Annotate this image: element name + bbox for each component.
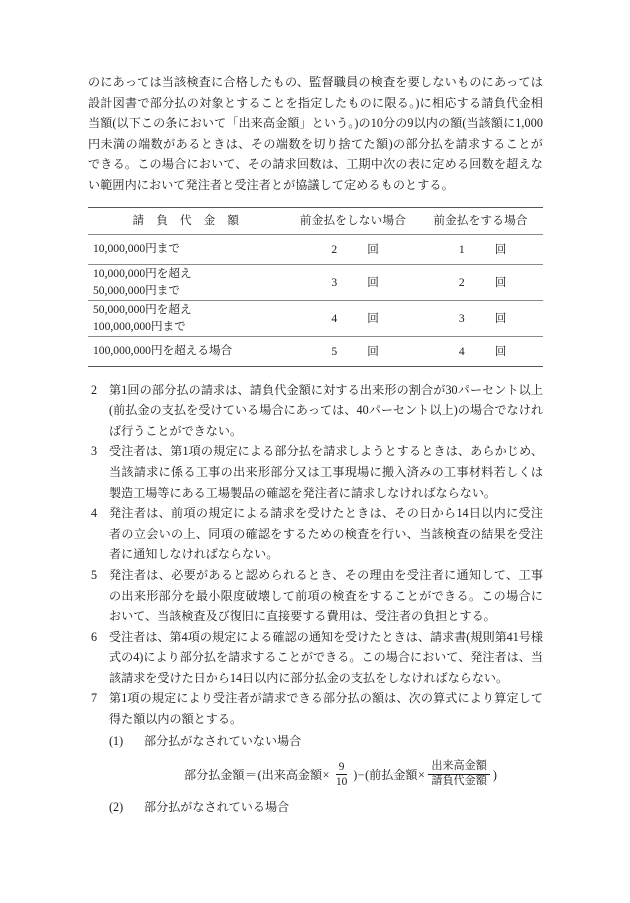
- clause-item: [88, 627, 543, 689]
- cell-count-with-prepayment: [418, 336, 543, 366]
- cell-amount-range: [88, 300, 288, 336]
- count-value: 2: [331, 243, 338, 257]
- table-header-row: [88, 207, 543, 234]
- clause-item: [88, 380, 543, 442]
- formula-times-2: ×: [418, 767, 425, 782]
- clause-number: 5: [91, 567, 98, 582]
- formula-open-paren-2: (: [365, 767, 370, 782]
- formula-close-paren-1: ): [353, 767, 358, 782]
- amount-line: 50,000,000円を超え: [93, 302, 192, 316]
- table-header-no-prepayment: 前金払をしない場合: [288, 207, 418, 234]
- cell-amount-range: [88, 336, 288, 366]
- cell-count-with-prepayment: [418, 300, 543, 336]
- cell-count-no-prepayment: [288, 300, 418, 336]
- count-unit: 回: [367, 276, 379, 290]
- table-row: [88, 234, 543, 264]
- payment-frequency-table-wrapper: [88, 207, 543, 367]
- cell-count-no-prepayment: [288, 234, 418, 264]
- amount-line: 50,000,000円まで: [93, 284, 180, 298]
- partial-payment-formula: [88, 761, 543, 788]
- clause-text: 受注者は、第1項の規定による部分払を請求しようとするときは、あらかじめ、当該請求に係る工事の出来形部分又は工事現場に搬入済みの工事材料若しくは製造工場等にある工場製品の確認を発注者に請求しなければならない。: [109, 444, 543, 500]
- table-header-with-prepayment: 前金払をする場合: [418, 207, 543, 234]
- cell-amount-range: [88, 264, 288, 300]
- clause-text: 第1項の規定により受注者が請求できる部分払の額は、次の算式により算定して得た額以内の額とする。: [109, 691, 543, 727]
- cell-count-no-prepayment: [288, 336, 418, 366]
- sub-clause-text: 部分払がなされていない場合: [144, 733, 302, 748]
- sub-clause-text: 部分払がなされている場合: [144, 799, 290, 814]
- formula-times-1: ×: [322, 767, 330, 782]
- table-row: [88, 300, 543, 336]
- fraction-denominator: 10: [335, 776, 348, 789]
- clause-number: 7: [91, 691, 98, 706]
- count-value: 5: [331, 345, 338, 359]
- cell-count-with-prepayment: [418, 264, 543, 300]
- clause-item: [88, 503, 543, 565]
- count-unit: 回: [494, 312, 507, 326]
- sub-clause-number: (2): [109, 799, 124, 814]
- count-unit: 回: [367, 243, 379, 257]
- count-value: 4: [331, 312, 338, 326]
- clause-number: 3: [91, 444, 98, 459]
- payment-frequency-table: [88, 207, 543, 367]
- count-value: 1: [458, 243, 465, 257]
- formula-open-paren-1: (: [257, 767, 262, 782]
- count-unit: 回: [367, 345, 379, 359]
- numbered-clause-list: [88, 380, 543, 818]
- formula-term-1: 出来高金額: [261, 767, 323, 782]
- formula-lhs: 部分払金額: [184, 767, 245, 782]
- clause-number: 4: [91, 506, 98, 521]
- clause-item: [88, 565, 543, 627]
- clause-item: [88, 688, 543, 729]
- count-value: 3: [331, 276, 338, 290]
- count-value: 2: [458, 276, 465, 290]
- count-unit: 回: [367, 312, 379, 326]
- amount-line: 100,000,000円まで: [93, 320, 186, 334]
- sub-clause-number: (1): [109, 733, 124, 748]
- lead-paragraph: のにあっては当該検査に合格したもの、監督職員の検査を要しないものにあっては設計図書で部分払の対象とすることを指定したものに限る。)に相応する請負代金相当額(以下この条において「出来高金額」という。)の10分の9以内の額(当該額に1,000円未満の端数があるときは、その端数を切り捨てた額)の部分払を請求することができる。この場合において、その請求回数は、工期中次の表に定める回数を超えない範囲内において発注者と受注者とが協議して定めるものとする。: [88, 75, 543, 192]
- formula-close-paren-2: ): [492, 767, 497, 782]
- clause-text: 第1回の部分払の請求は、請負代金額に対する出来形の割合が30パーセント以上(前払金の支払を受けている場合にあっては、40パーセント以上)の場合でなければ行うことができない。: [109, 382, 543, 438]
- count-unit: 回: [494, 345, 507, 359]
- count-value: 4: [458, 345, 465, 359]
- formula-fraction-2: [428, 761, 489, 788]
- sub-clause-item: [88, 731, 543, 752]
- table-header-contract-amount: 請 負 代 金 額: [88, 207, 288, 234]
- fraction-numerator: 出来高金額: [428, 761, 489, 775]
- formula-equals: ＝: [244, 767, 258, 782]
- amount-line: 100,000,000円を超える場合: [93, 344, 233, 358]
- fraction-denominator: 請負代金額: [431, 775, 487, 788]
- cell-count-no-prepayment: [288, 264, 418, 300]
- formula-minus: −: [357, 767, 365, 782]
- clause-number: 6: [91, 629, 98, 644]
- count-unit: 回: [494, 276, 507, 290]
- document-content: [88, 72, 543, 817]
- formula-fraction-1: [333, 761, 350, 788]
- table-row: [88, 264, 543, 300]
- formula-term-2: 前払金額: [369, 767, 418, 782]
- table-row: [88, 336, 543, 366]
- cell-amount-range: [88, 234, 288, 264]
- sub-clause-item: [88, 797, 543, 818]
- amount-line: 10,000,000円まで: [93, 242, 180, 256]
- cell-count-with-prepayment: [418, 234, 543, 264]
- count-unit: 回: [494, 243, 507, 257]
- clause-item: [88, 441, 543, 503]
- clause-text: 発注者は、必要があると認められるとき、その理由を受注者に通知して、工事の出来形部分を最小限度破壊して前項の検査をすることができる。この場合において、当該検査及び復旧に直接要する費用は、受注者の負担とする。: [109, 567, 543, 624]
- count-value: 3: [458, 312, 465, 326]
- clause-number: 2: [91, 382, 98, 397]
- clause-text: 発注者は、前項の規定による請求を受けたときは、その日から14日以内に受注者の立会いの上、同項の確認をするための検査を行い、当該検査の結果を受注者に通知しなければならない。: [109, 506, 543, 562]
- fraction-numerator: 9: [336, 761, 348, 775]
- amount-line: 10,000,000円を超え: [93, 266, 192, 280]
- clause-text: 受注者は、第4項の規定による確認の通知を受けたときは、請求書(規則第41号様式の4)により部分払を請求することができる。この場合において、発注者は、当該請求を受けた日から14日以内に部分払金の支払をしなければならない。: [109, 629, 543, 685]
